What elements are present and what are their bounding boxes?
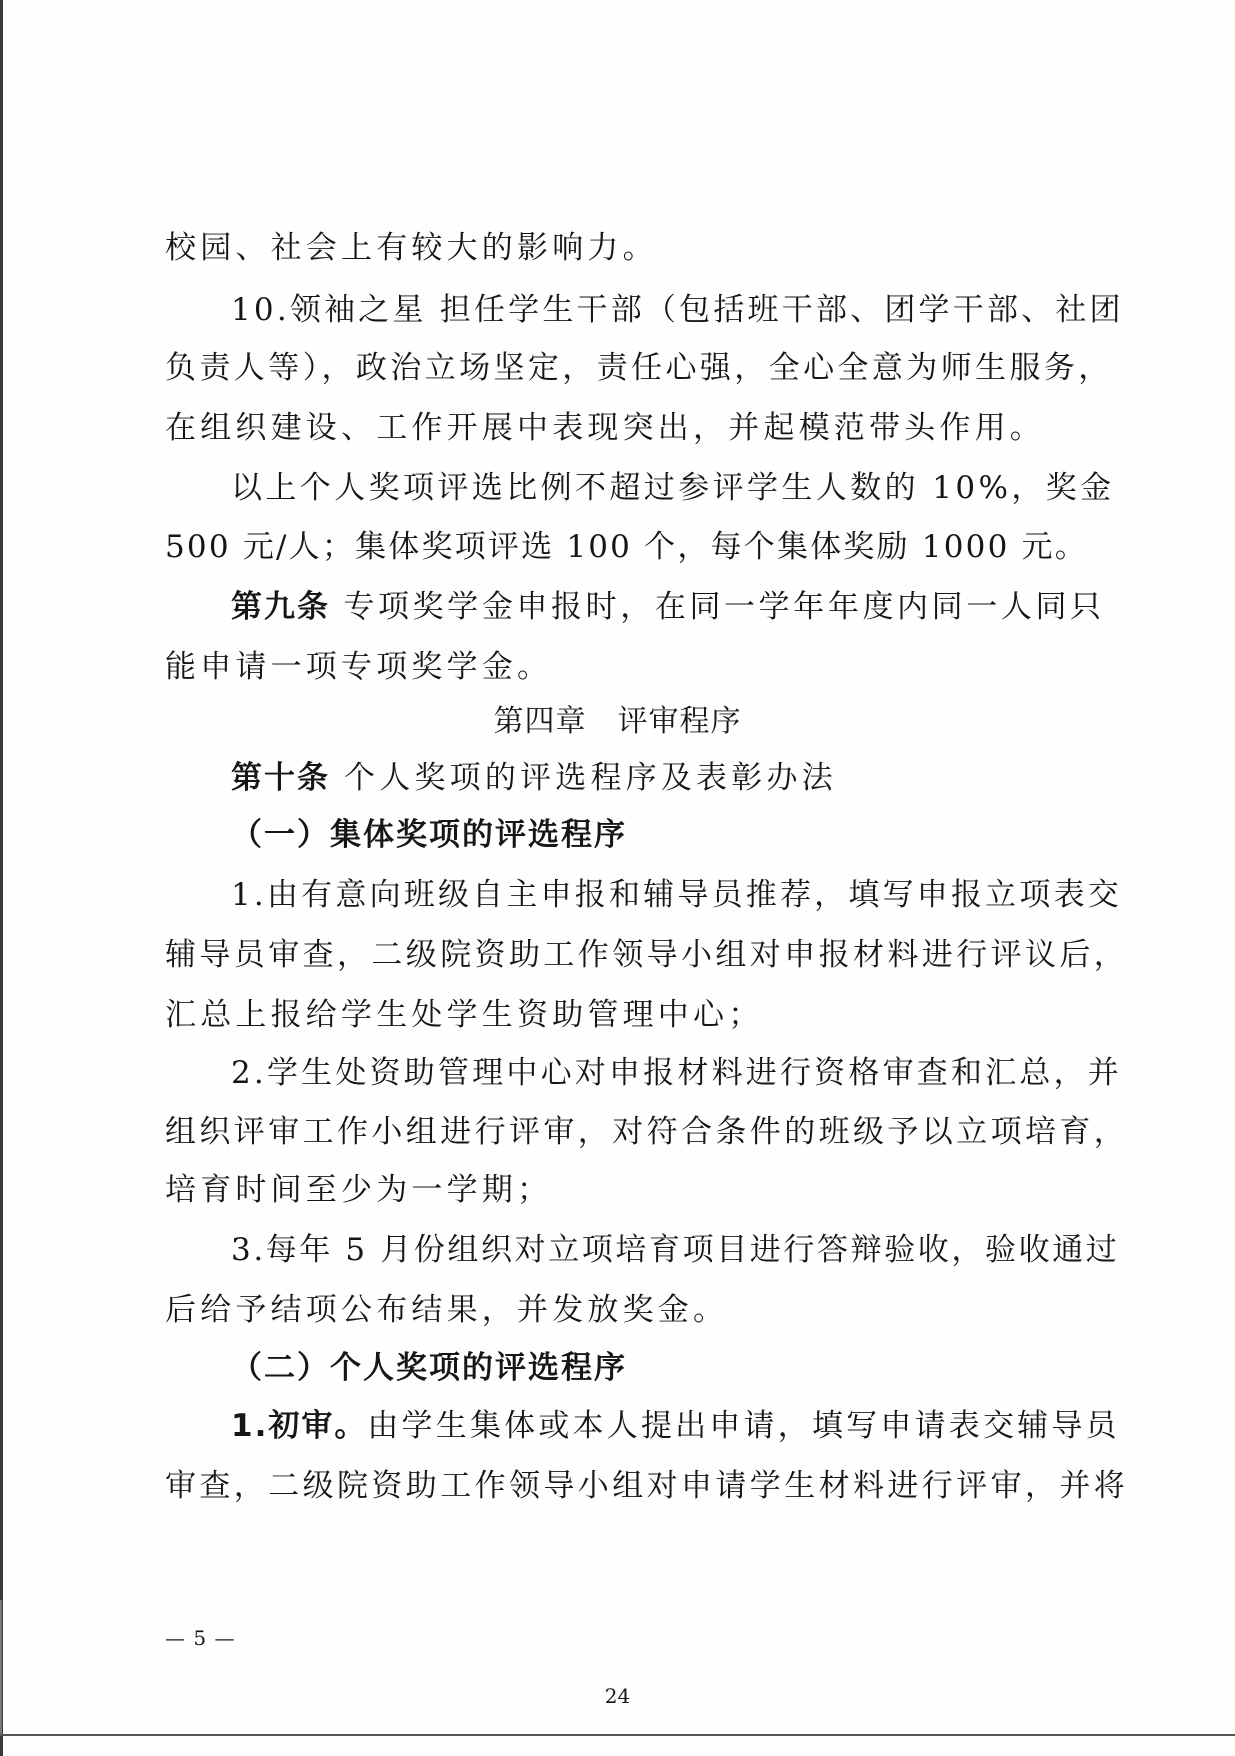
- chapter-title: 第四章 评审程序: [493, 704, 742, 739]
- article-label: 第九条: [231, 589, 330, 625]
- article-9: 第九条 专项奖学金申报时，在同一学年年度内同一人同只: [231, 589, 1105, 625]
- page-number: 24: [604, 1684, 631, 1708]
- text-line: 负责人等），政治立场坚定，责任心强，全心全意为师生服务，: [165, 350, 1113, 386]
- text-line: 2.学生处资助管理中心对申报材料进行资格审查和汇总，并: [231, 1055, 1122, 1091]
- section-heading: （一）集体奖项的评选程序: [231, 817, 627, 853]
- text-line: 组织评审工作小组进行评审，对符合条件的班级予以立项培育，: [165, 1114, 1129, 1150]
- text-line: 3.每年 5 月份组织对立项培育项目进行答辩验收，验收通过: [231, 1232, 1120, 1268]
- text-line: 1.初审。由学生集体或本人提出申请，填写申请表交辅导员: [231, 1408, 1120, 1444]
- text-line: 校园、社会上有较大的影响力。: [165, 230, 658, 266]
- text-line: 汇总上报给学生处学生资助管理中心；: [165, 997, 764, 1033]
- text-line: 以上个人奖项评选比例不超过参评学生人数的 10%，奖金: [231, 470, 1115, 506]
- text-line: 后给予结项公布结果，并发放奖金。: [165, 1292, 729, 1328]
- scan-edge-left: [0, 0, 3, 1756]
- text-line: 10.领袖之星 担任学生干部（包括班干部、团学干部、社团: [231, 292, 1124, 328]
- text-line: 在组织建设、工作开展中表现突出，并起模范带头作用。: [165, 410, 1045, 446]
- article-10: 第十条 个人奖项的评选程序及表彰办法: [231, 760, 837, 796]
- step-label: 1.初审。: [231, 1408, 368, 1444]
- text-line: 辅导员审查，二级院资助工作领导小组对申报材料进行评议后，: [165, 937, 1129, 973]
- scan-edge-bottom: [0, 1734, 1235, 1736]
- text-line: 审查，二级院资助工作领导小组对申请学生材料进行评审，并将: [165, 1468, 1129, 1504]
- text-line: 1.由有意向班级自主申报和辅导员推荐，填写申报立项表交: [231, 877, 1122, 913]
- section-heading: （二）个人奖项的评选程序: [231, 1350, 627, 1386]
- text-line: 500 元/人；集体奖项评选 100 个，每个集体奖励 1000 元。: [165, 529, 1088, 565]
- text-line: 能申请一项专项奖学金。: [165, 649, 553, 685]
- text-line: 培育时间至少为一学期；: [165, 1172, 553, 1208]
- article-label: 第十条: [231, 760, 330, 796]
- scan-edge-mark: [0, 1600, 2, 1734]
- page-marker: — 5 —: [165, 1626, 236, 1650]
